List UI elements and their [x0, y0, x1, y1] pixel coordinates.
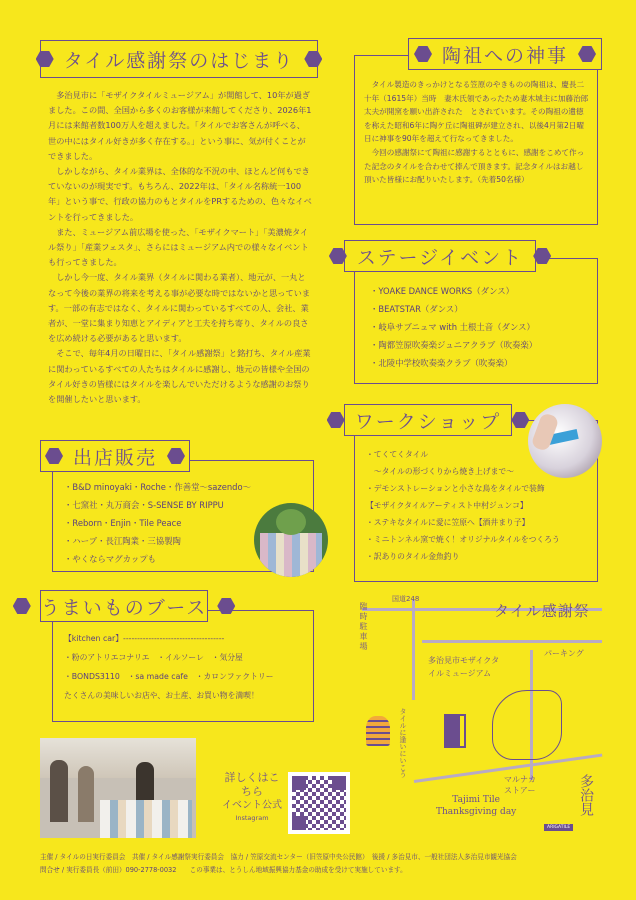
stage-header	[344, 240, 536, 272]
stage-item: ・YOAKE DANCE WORKS（ダンス）	[370, 286, 514, 296]
hexagon-icon	[36, 51, 54, 67]
footer-line: 主催 / タイルの日実行委員会 共催 / タイル感謝祭実行委員会 協力 / 笠原交流センター（旧笠原中央公民館） 後援 / 多治見市、一般社団法人多治見市観光協会	[40, 853, 517, 861]
history-paragraph: 多治見市に「モザイクタイルミュージアム」が開館して、10年が過ぎました。この間、全国から多くのお客様が来館してくださり、2026年1月には来館者数100万人を超えました。「タイルでお客さんが呼べる、世の中にはタイル好きが多く存在する。」という事に、気が付くことができました。	[48, 90, 312, 161]
shop-item: ・七窯社・丸万商会・S-SENSE BY RIPPU	[64, 500, 224, 510]
food-body	[64, 629, 312, 705]
workshop-list	[366, 446, 560, 565]
qr-pattern	[292, 776, 346, 830]
event-map	[352, 590, 606, 846]
stage-item: ・陶都笠原吹奏楽ジュニアクラブ（吹奏楽）	[370, 340, 538, 350]
visitor-shape	[50, 760, 68, 822]
info-line: イベント公式	[222, 800, 282, 811]
museum-icon	[444, 714, 460, 748]
road-line	[422, 640, 602, 643]
title-en-line: Thanksgiving day	[436, 807, 517, 817]
hexagon-icon	[13, 598, 31, 614]
workshop-item: ・ステキなタイルに愛に笠原へ【酒井まり子】	[366, 518, 530, 527]
history-paragraph: しかしながら、タイル業界は、全体的な不況の中、ほとんど何もできていないのが現実です。もちろん、2022年は、「タイル名称統一100年」という事で、行政の協力のもとタイルをPRするための、色々なイベントを行ってきました。	[48, 166, 312, 222]
shops-photo	[254, 503, 328, 577]
street-label: タイルに逢いにいこう	[399, 708, 407, 778]
workshop-item: 〜タイルの形づくりから焼き上げまで〜	[366, 467, 514, 476]
map-title-en	[436, 794, 516, 818]
road-line	[412, 600, 415, 700]
history-title: タイル感謝祭のはじまり	[63, 49, 295, 72]
history-body	[48, 88, 312, 407]
footer	[40, 851, 602, 877]
hexagon-icon	[304, 51, 322, 67]
hexagon-icon	[167, 448, 185, 464]
title-en-line: Tajimi Tile	[452, 795, 500, 805]
hexagon-icon	[414, 46, 432, 62]
stage-item: ・岐阜サブニュマ with 土根土音（ダンス）	[370, 322, 535, 332]
stage-item: ・BEATSTAR（ダンス）	[370, 304, 463, 314]
workshop-item: ・てくてくタイル	[366, 450, 429, 459]
history-paragraph: また、ミュージアム前広場を使った、「モザイクマート」「美濃焼タイル祭り」「産業フェスタ」、さらにはミュージアム内での様々なイベントも行ってきました。	[48, 226, 309, 268]
shop-item: ・やくならマグカップも	[64, 554, 157, 564]
stage-list	[370, 282, 537, 372]
hexagon-icon	[578, 46, 596, 62]
workshop-item: ・訳ありのタイル金魚釣り	[366, 552, 460, 561]
history-header	[40, 40, 318, 78]
arigatile-badge: ARIGATILE	[544, 824, 573, 831]
workshop-item: 【モザイクタイルアーティスト中村ジュンコ】	[366, 501, 528, 510]
hexagon-icon	[45, 448, 63, 464]
shrine-header	[408, 38, 602, 70]
workshop-item: ・デモンストレーションと小さな鳥をタイルで装飾	[366, 484, 545, 493]
beehive-icon	[366, 716, 390, 746]
food-title: うまいものブース	[40, 596, 208, 619]
tajimi-kanji: 多治見	[578, 774, 594, 816]
shop-item: ・Reborn・Enjin・Tile Peace	[64, 518, 182, 528]
workshop-title: ワークショップ	[354, 410, 502, 433]
hexagon-icon	[329, 248, 347, 264]
map-title-jp: タイル感謝祭	[494, 602, 590, 620]
shops-list	[64, 478, 251, 568]
workshop-header	[344, 404, 512, 436]
shop-item: ・ハーブ・長江陶業・三協製陶	[64, 536, 181, 546]
shops-header	[40, 440, 190, 472]
stage-item: ・北陵中学校吹奏楽クラブ（吹奏楽）	[370, 358, 513, 368]
market-photo	[40, 738, 196, 838]
shrine-paragraph: 今回の感謝祭にて陶祖に感謝するとともに、感謝をこめて作った記念のタイルを合わせて捧んで頂きます。記念タイルはお越し頂いた皆様にお配りいたします。（先着50名様）	[364, 147, 585, 185]
shop-item: ・B&D minoyaki・Roche・作善堂〜sazendo〜	[64, 482, 251, 492]
shops-title: 出店販売	[72, 446, 157, 469]
visitor-shape	[78, 766, 94, 822]
instagram-label: Instagram	[235, 814, 269, 822]
kitchen-car-label: 【kitchen car】------------------------------------	[64, 634, 225, 643]
shrine-paragraph: タイル製造のきっかけとなる笠原のやきものの陶祖は、慶長二十年（1615年）当時 妻木氏領であったため妻木城主に加藤治郎太夫が開窯を願い出許された とされています。その陶祖の遺徳を称えた昭和6年に陶ケ丘に陶祖碑が建立され、以後4月第2日曜日に神事を90年を超えて行なってきました。	[364, 80, 589, 144]
stage-title: ステージイベント	[356, 246, 524, 269]
history-paragraph: しかし今一度、タイル業界（タイルに関わる業者）、地元が、一丸となって今後の業界の将来を考える事が必要な時ではないかと思っています。一部の有志ではなく、タイルに関わっているすべての人、会社、業者が、一堂に集まり知恵とアイディアと工夫を持ち寄り、タイルの良さを広め続ける必要があると思います。	[48, 272, 311, 344]
instagram-info	[220, 771, 284, 823]
info-line: 詳しくはこちら	[224, 771, 280, 798]
museum-label: 多治見市モザイクタイルミュージアム	[428, 656, 500, 678]
hexagon-icon	[327, 412, 345, 428]
food-line: ・BONDS3110 ・sa made cafe ・カロンファクトリー	[64, 672, 274, 681]
parking-right-label: パーキング	[544, 649, 584, 658]
shop-label: マルナカストアー	[504, 775, 536, 795]
table-goods	[100, 800, 192, 838]
shrine-body	[364, 78, 590, 187]
shrine-title: 陶祖への神事	[441, 44, 568, 67]
food-line: ・粉のアトリエコナリエ ・イルソーレ ・気分屋	[64, 653, 243, 662]
instagram-qr-code[interactable]	[288, 772, 350, 834]
food-header	[40, 590, 208, 622]
history-paragraph: そこで、毎年4月の日曜日に、「タイル感謝祭」と銘打ち、タイル産業に関わっているすべての人たちはタイルに感謝し、地元の皆様や全国のタイル好きの皆様にはタイルを楽しんでいただけるような感謝のお祭りを開催したいと思います。	[48, 348, 311, 405]
workshop-item: ・ミニトンネル窯で焼く！オリジナルタイルをつくろう	[366, 535, 560, 544]
parking-left-label: 臨時駐車場	[359, 602, 368, 652]
shelf-shape	[260, 533, 322, 577]
plant-shape	[276, 509, 306, 535]
building-outline	[492, 690, 562, 760]
footer-line: 問合せ / 実行委員長（前田）090-2778-0032 この事業は、とうしん地域振興協力基金の助成を受けて実施しています。	[40, 866, 407, 874]
route-label: 国道248	[392, 595, 420, 603]
food-note: たくさんの美味しいお店や、お土産、お買い物を満喫！	[64, 691, 259, 700]
